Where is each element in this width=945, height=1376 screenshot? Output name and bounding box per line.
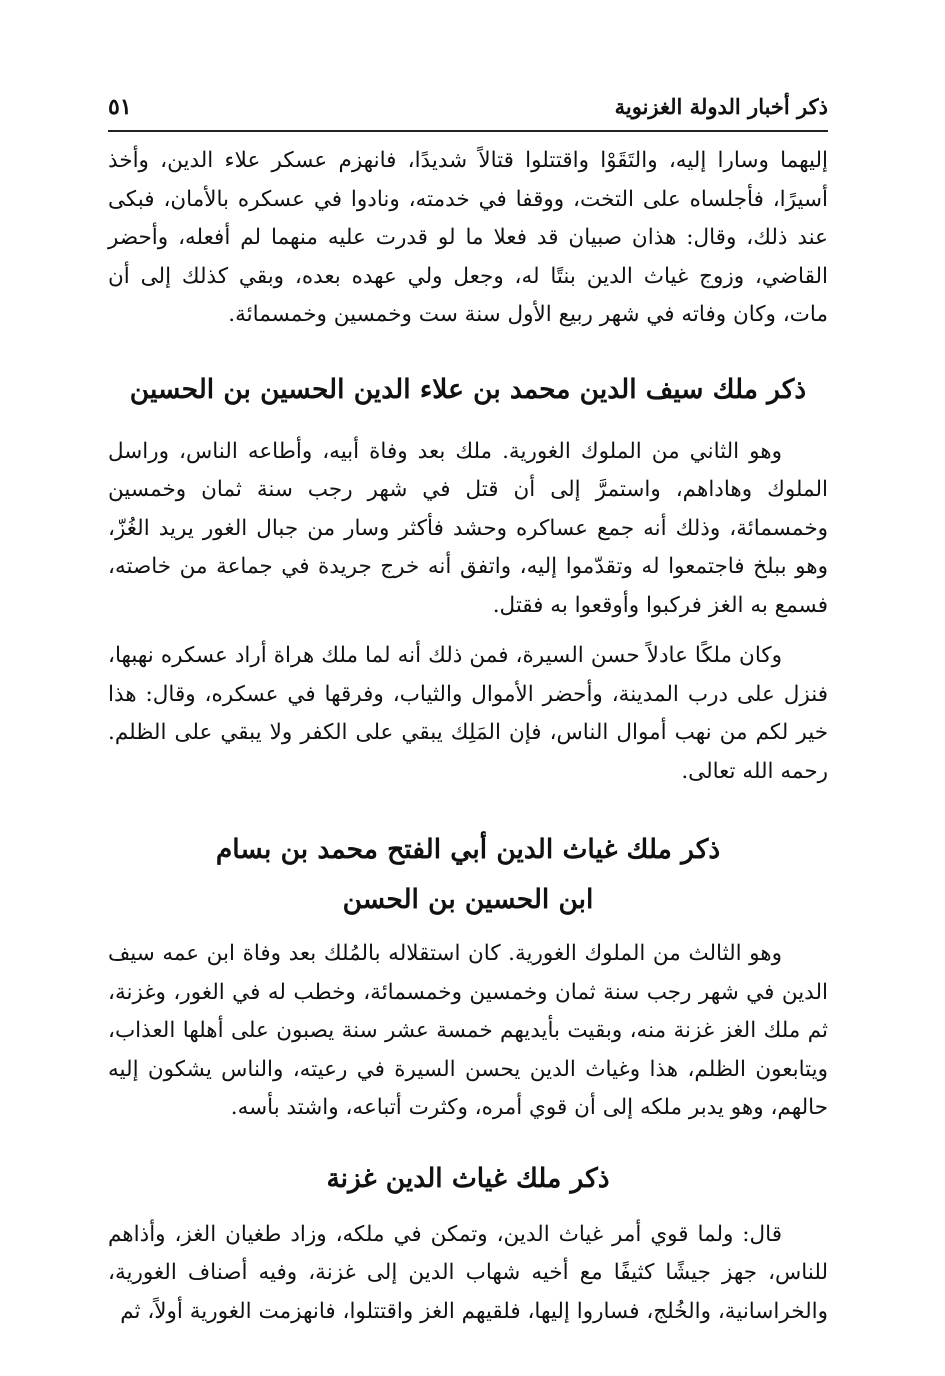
section-heading-ghazna: ذكر ملك غياث الدين غزنة: [326, 1162, 610, 1194]
section-heading-saif-al-din: ذكر ملك سيف الدين محمد بن علاء الدين الحسين بن الحسين: [129, 373, 807, 405]
paragraph-continuation: إليهما وسارا إليه، والتَقَوْا واقتتلوا قتالاً شديدًا، فانهزم عسكر علاء الدين، وأخذ أسيرًا، فأجلساه على التخت، ووقفا في خدمته، ونادوا في عسكره بالأمان، فبكى عند ذلك، وقال: هذان صبيان قد فعلا ما لو قدرت عليه منهما لم أفعله، وأحضر القاضي، وزوج غياث الدين بنتًا له، وجعل ولي عهده بعده، وبقي كذلك إلى أن مات، وكان وفاته في شهر ربيع الأول سنة ست وخمسين وخمسمائة.: [108, 148, 828, 327]
paragraph-ghazna-campaign: قال: ولما قوي أمر غياث الدين، وتمكن في ملكه، وزاد طغيان الغز، وأذاهم للناس، جهز جيشًا كثيفًا مع أخيه شهاب الدين إلى غزنة، وفيه أصناف الغورية، والخراسانية، والخُلج، فساروا إليها، فلقيهم الغز واقتتلوا، فانهزمت الغورية أولاً، ثم: [108, 1221, 828, 1324]
paragraph-saif-al-din-reign: وهو الثاني من الملوك الغورية. ملك بعد وفاة أبيه، وأطاعه الناس، وراسل الملوك وهاداهم، واستمرَّ إلى أن قتل في شهر رجب سنة ثمان وخمسين وخمسمائة، وذلك أنه جمع عساكره وحشد فأكثر وسار من جبال الغور يريد الغُزّ، وهو ببلخ فاجتمعوا له وتقدّموا إليه، واتفق أنه خرج جريدة في جماعة من خاصته، فسمع به الغز فركبوا وأوقعوا به فقتل.: [108, 438, 828, 618]
page-body: [108, 142, 828, 1331]
section-heading-ghiyath-line-2: ابن الحسين بن الحسن: [342, 884, 594, 915]
paragraph-saif-al-din-justice: وكان ملكًا عادلاً حسن السيرة، فمن ذلك أنه لما ملك هراة أراد عسكره نهبها، فنزل على درب المدينة، وأحضر الأموال والثياب، وفرقها في عسكره، وقال: هذا خير لكم من نهب أموال الناس، فإن المَلِك يبقي على الكفر ولا يبقي على الظلم. رحمه الله تعالى.: [108, 643, 828, 784]
running-title: ذكر أخبار الدولة الغزنوية: [614, 94, 828, 119]
paragraph-ghiyath-al-din-reign: وهو الثالث من الملوك الغورية. كان استقلاله بالمُلك بعد وفاة ابن عمه سيف الدين في شهر رجب سنة ثمان وخمسين وخمسمائة، وخطب له في الغور، وغزنة، ثم ملك الغز غزنة منه، وبقيت بأيديهم خمسة عشر سنة يصبون على أهلها العذاب، ويتابعون الظلم، هذا وغياث الدين يحسن السيرة في رعيته، والناس يشكون إليه حالهم، وهو يدبر ملكه إلى أن قوي أمره، وكثرت أتباعه، واشتد بأسه.: [108, 941, 828, 1120]
page-header: [108, 92, 828, 130]
section-heading-ghiyath-al-din: [108, 825, 828, 925]
header-rule: [108, 130, 828, 132]
page-number: ٥١: [108, 94, 132, 120]
section-heading-ghiyath-line-1: ذكر ملك غياث الدين أبي الفتح محمد بن بسام: [215, 834, 721, 865]
